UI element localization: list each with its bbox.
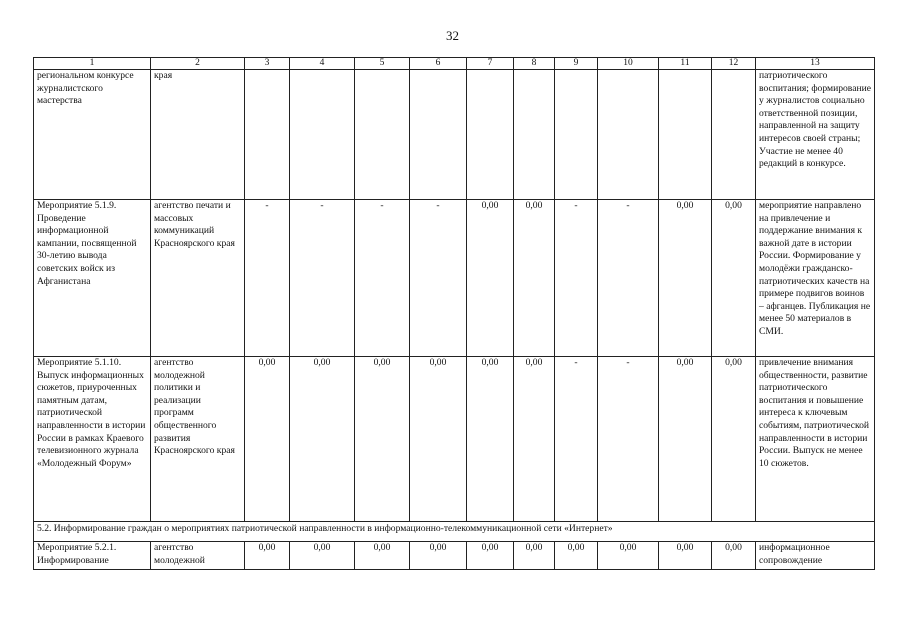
value-cell: 0,00 [659,542,712,570]
value-cell: 0,00 [290,357,355,522]
value-cell: 0,00 [712,357,756,522]
column-number: 8 [514,58,555,70]
value-cell: - [555,357,598,522]
program-table [33,57,875,570]
value-cell: - [245,200,290,357]
column-number: 6 [410,58,467,70]
value-cell: 0,00 [410,542,467,570]
table-row [34,357,875,522]
activity-name: Мероприятие 5.2.1. Информирование [34,542,151,570]
activity-name: региональном конкурсе журналистского мастерства [34,70,151,200]
value-cell: - [410,200,467,357]
column-number: 13 [756,58,875,70]
expected-result: информационное сопровождение [756,542,875,570]
value-cell: 0,00 [355,357,410,522]
column-number: 4 [290,58,355,70]
value-cell [598,70,659,200]
value-cell: 0,00 [467,357,514,522]
responsible-agency: агентство печати и массовых коммуникаций Красноярского края [151,200,245,357]
column-number: 10 [598,58,659,70]
value-cell [514,70,555,200]
responsible-agency: края [151,70,245,200]
value-cell: 0,00 [410,357,467,522]
value-cell: - [555,200,598,357]
value-cell: 0,00 [245,357,290,522]
value-cell [712,70,756,200]
responsible-agency: агентство молодежной [151,542,245,570]
page-number: 32 [446,28,459,43]
table-row [34,542,875,570]
column-number-row [34,58,875,70]
value-cell: - [355,200,410,357]
column-number: 11 [659,58,712,70]
section-row [34,522,875,542]
value-cell: 0,00 [514,542,555,570]
value-cell: - [598,357,659,522]
value-cell: 0,00 [355,542,410,570]
section-heading: 5.2. Информирование граждан о мероприятиях патриотической направленности в информационно-телекоммуникационной сети «Интернет» [34,522,875,542]
activity-name: Мероприятие 5.1.9. Проведение информационной кампании, посвященной 30-летию вывода советских войск из Афганистана [34,200,151,357]
column-number: 1 [34,58,151,70]
expected-result: привлечение внимания общественности, развитие патриотического воспитания и повышение интереса к ключевым событиям, патриотической направленности в истории России. Выпуск не менее 10 сюжетов. [756,357,875,522]
column-number: 12 [712,58,756,70]
expected-result: патриотического воспитания; формирование у журналистов социально ответственной позиции, направленной на защиту интересов своей страны; Участие не менее 40 редакций в конкурсе. [756,70,875,200]
value-cell: 0,00 [290,542,355,570]
column-number: 5 [355,58,410,70]
table-row [34,200,875,357]
column-number: 7 [467,58,514,70]
value-cell: 0,00 [514,357,555,522]
value-cell: 0,00 [467,542,514,570]
value-cell: 0,00 [514,200,555,357]
value-cell [355,70,410,200]
value-cell: - [598,200,659,357]
column-number: 9 [555,58,598,70]
value-cell: 0,00 [555,542,598,570]
value-cell [659,70,712,200]
value-cell [245,70,290,200]
value-cell: 0,00 [712,200,756,357]
value-cell: - [290,200,355,357]
value-cell: 0,00 [659,357,712,522]
value-cell: 0,00 [598,542,659,570]
value-cell: 0,00 [659,200,712,357]
value-cell [410,70,467,200]
column-number: 3 [245,58,290,70]
column-number: 2 [151,58,245,70]
activity-name: Мероприятие 5.1.10. Выпуск информационных сюжетов, приуроченных памятным датам, патриотической направленности в истории России в рамках Краевого телевизионного журнала «Молодежный Форум» [34,357,151,522]
value-cell: 0,00 [712,542,756,570]
value-cell [290,70,355,200]
table-row [34,70,875,200]
value-cell: 0,00 [467,200,514,357]
value-cell [555,70,598,200]
value-cell [467,70,514,200]
expected-result: мероприятие направлено на привлечение и поддержание внимания к важной дате в истории России. Формирование у молодёжи гражданско-патриотических качеств на примере подвигов воинов – афганцев. Публикация не менее 50 материалов в СМИ. [756,200,875,357]
value-cell: 0,00 [245,542,290,570]
responsible-agency: агентство молодежной политики и реализации программ общественного развития Красноярского края [151,357,245,522]
